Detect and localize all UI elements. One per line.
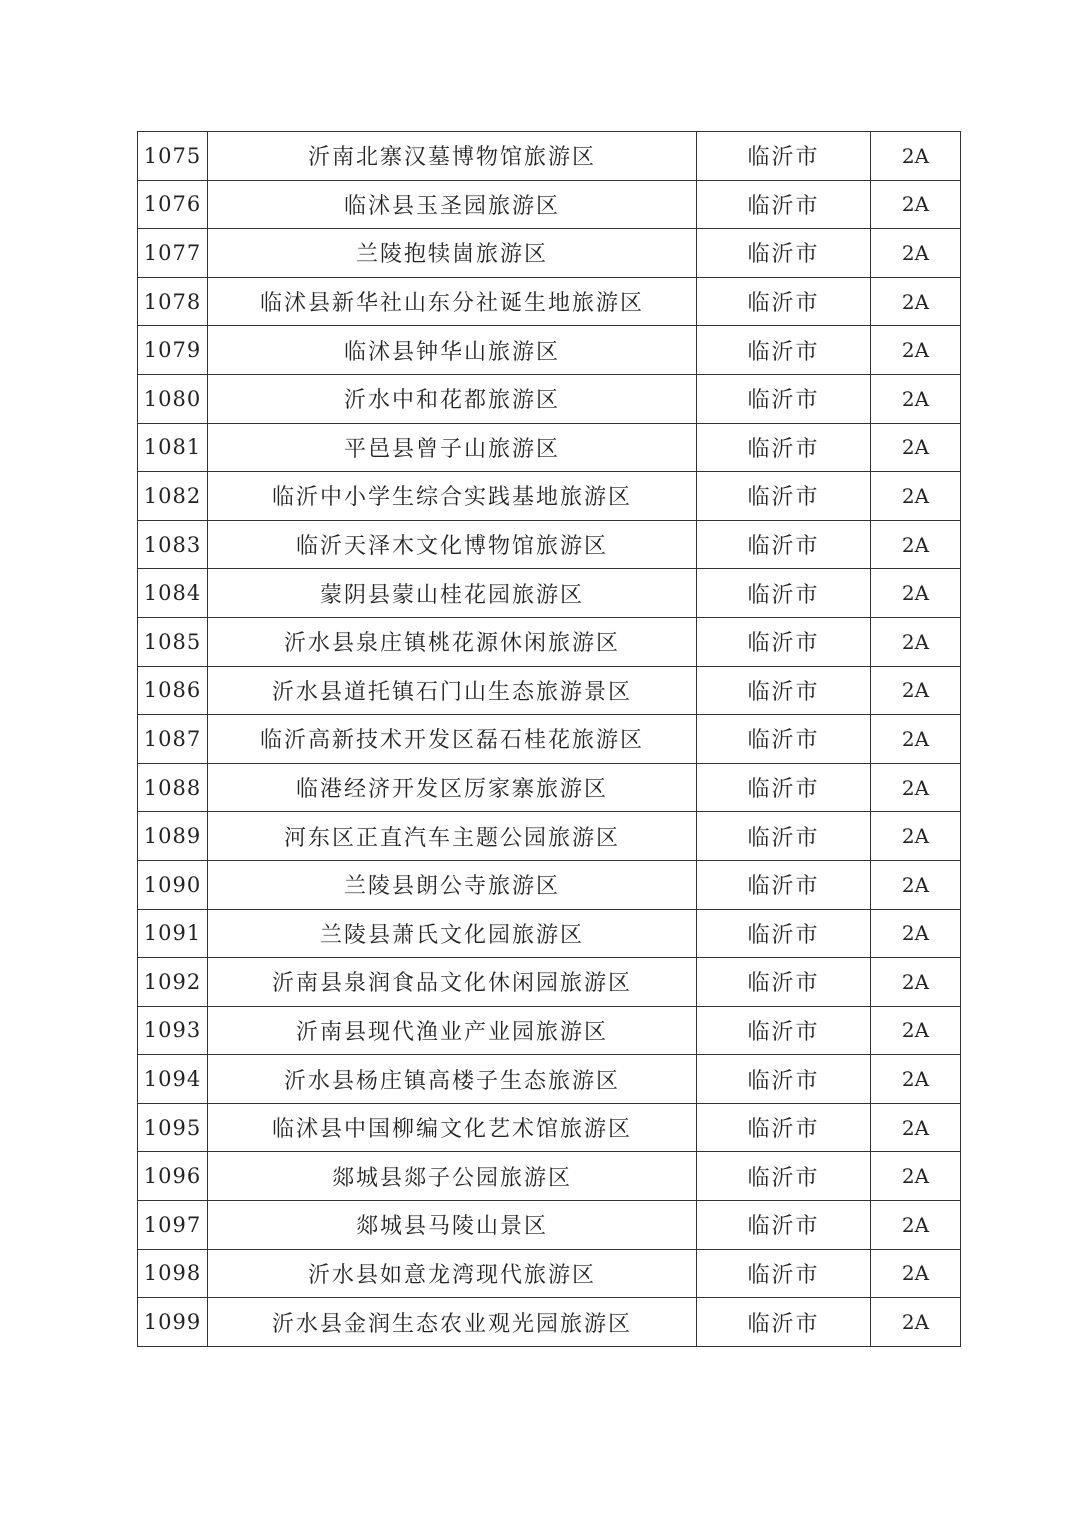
city-cell: 临沂市 — [697, 326, 871, 375]
rating-level-cell: 2A — [871, 1152, 961, 1201]
rating-level-cell: 2A — [871, 763, 961, 812]
scenic-area-name-cell: 河东区正直汽车主题公园旅游区 — [208, 812, 697, 861]
row-number-cell: 1087 — [138, 715, 208, 764]
city-cell: 临沂市 — [697, 958, 871, 1007]
scenic-area-name-cell: 沂南北寨汉墓博物馆旅游区 — [208, 132, 697, 181]
city-cell: 临沂市 — [697, 860, 871, 909]
row-number-cell: 1076 — [138, 180, 208, 229]
rating-level-cell: 2A — [871, 520, 961, 569]
row-number-cell: 1089 — [138, 812, 208, 861]
row-number-cell: 1082 — [138, 472, 208, 521]
city-cell: 临沂市 — [697, 617, 871, 666]
city-cell: 临沂市 — [697, 1298, 871, 1347]
row-number-cell: 1084 — [138, 569, 208, 618]
rating-level-cell: 2A — [871, 1298, 961, 1347]
table-row — [138, 1103, 961, 1152]
table-row — [138, 1201, 961, 1250]
table-body — [138, 132, 961, 1347]
row-number-cell: 1090 — [138, 860, 208, 909]
rating-level-cell: 2A — [871, 277, 961, 326]
city-cell: 临沂市 — [697, 277, 871, 326]
rating-level-cell: 2A — [871, 860, 961, 909]
city-cell: 临沂市 — [697, 520, 871, 569]
scenic-area-name-cell: 沂南县泉润食品文化休闲园旅游区 — [208, 958, 697, 1007]
rating-level-cell: 2A — [871, 1201, 961, 1250]
city-cell: 临沂市 — [697, 569, 871, 618]
rating-level-cell: 2A — [871, 1103, 961, 1152]
scenic-area-name-cell: 沂水县金润生态农业观光园旅游区 — [208, 1298, 697, 1347]
row-number-cell: 1099 — [138, 1298, 208, 1347]
table-row — [138, 326, 961, 375]
table-row — [138, 1006, 961, 1055]
scenic-area-name-cell: 平邑县曾子山旅游区 — [208, 423, 697, 472]
row-number-cell: 1077 — [138, 229, 208, 278]
table-row — [138, 132, 961, 181]
scenic-area-name-cell: 临沂高新技术开发区磊石桂花旅游区 — [208, 715, 697, 764]
rating-level-cell: 2A — [871, 326, 961, 375]
row-number-cell: 1095 — [138, 1103, 208, 1152]
scenic-area-name-cell: 临沂中小学生综合实践基地旅游区 — [208, 472, 697, 521]
city-cell: 临沂市 — [697, 1055, 871, 1104]
table-row — [138, 666, 961, 715]
row-number-cell: 1081 — [138, 423, 208, 472]
city-cell: 临沂市 — [697, 715, 871, 764]
city-cell: 临沂市 — [697, 180, 871, 229]
city-cell: 临沂市 — [697, 472, 871, 521]
table-row — [138, 1298, 961, 1347]
scenic-area-name-cell: 兰陵县朗公寺旅游区 — [208, 860, 697, 909]
scenic-area-name-cell: 临沭县中国柳编文化艺术馆旅游区 — [208, 1103, 697, 1152]
scenic-area-name-cell: 沂水县泉庄镇桃花源休闲旅游区 — [208, 617, 697, 666]
row-number-cell: 1075 — [138, 132, 208, 181]
rating-level-cell: 2A — [871, 132, 961, 181]
city-cell: 临沂市 — [697, 229, 871, 278]
scenic-area-name-cell: 临港经济开发区厉家寨旅游区 — [208, 763, 697, 812]
table-row — [138, 423, 961, 472]
scenic-area-name-cell: 沂水县杨庄镇高楼子生态旅游区 — [208, 1055, 697, 1104]
city-cell: 临沂市 — [697, 1249, 871, 1298]
scenic-area-name-cell: 临沭县钟华山旅游区 — [208, 326, 697, 375]
city-cell: 临沂市 — [697, 1152, 871, 1201]
scenic-area-name-cell: 兰陵抱犊崮旅游区 — [208, 229, 697, 278]
scenic-area-name-cell: 沂水县如意龙湾现代旅游区 — [208, 1249, 697, 1298]
scenic-area-name-cell: 兰陵县萧氏文化园旅游区 — [208, 909, 697, 958]
row-number-cell: 1088 — [138, 763, 208, 812]
rating-level-cell: 2A — [871, 229, 961, 278]
rating-level-cell: 2A — [871, 472, 961, 521]
table-row — [138, 1249, 961, 1298]
table-row — [138, 229, 961, 278]
row-number-cell: 1093 — [138, 1006, 208, 1055]
scenic-area-name-cell: 临沭县玉圣园旅游区 — [208, 180, 697, 229]
city-cell: 临沂市 — [697, 909, 871, 958]
row-number-cell: 1097 — [138, 1201, 208, 1250]
table-row — [138, 472, 961, 521]
row-number-cell: 1096 — [138, 1152, 208, 1201]
rating-level-cell: 2A — [871, 1249, 961, 1298]
table-row — [138, 617, 961, 666]
rating-level-cell: 2A — [871, 1006, 961, 1055]
row-number-cell: 1086 — [138, 666, 208, 715]
table-row — [138, 374, 961, 423]
city-cell: 临沂市 — [697, 812, 871, 861]
table-row — [138, 1055, 961, 1104]
rating-level-cell: 2A — [871, 569, 961, 618]
city-cell: 临沂市 — [697, 666, 871, 715]
row-number-cell: 1080 — [138, 374, 208, 423]
city-cell: 临沂市 — [697, 132, 871, 181]
table-row — [138, 715, 961, 764]
scenic-area-name-cell: 沂水县道托镇石门山生态旅游景区 — [208, 666, 697, 715]
table-row — [138, 812, 961, 861]
scenic-area-name-cell: 临沂天泽木文化博物馆旅游区 — [208, 520, 697, 569]
scenic-area-name-cell: 蒙阴县蒙山桂花园旅游区 — [208, 569, 697, 618]
row-number-cell: 1085 — [138, 617, 208, 666]
scenic-area-name-cell: 郯城县郯子公园旅游区 — [208, 1152, 697, 1201]
scenic-area-name-cell: 临沭县新华社山东分社诞生地旅游区 — [208, 277, 697, 326]
row-number-cell: 1094 — [138, 1055, 208, 1104]
table-row — [138, 958, 961, 1007]
scenic-area-name-cell: 沂水中和花都旅游区 — [208, 374, 697, 423]
table-row — [138, 569, 961, 618]
rating-level-cell: 2A — [871, 423, 961, 472]
city-cell: 临沂市 — [697, 1103, 871, 1152]
rating-level-cell: 2A — [871, 374, 961, 423]
row-number-cell: 1083 — [138, 520, 208, 569]
row-number-cell: 1079 — [138, 326, 208, 375]
row-number-cell: 1078 — [138, 277, 208, 326]
row-number-cell: 1092 — [138, 958, 208, 1007]
table-row — [138, 520, 961, 569]
city-cell: 临沂市 — [697, 423, 871, 472]
row-number-cell: 1091 — [138, 909, 208, 958]
scenic-area-name-cell: 沂南县现代渔业产业园旅游区 — [208, 1006, 697, 1055]
rating-level-cell: 2A — [871, 958, 961, 1007]
rating-level-cell: 2A — [871, 715, 961, 764]
table-row — [138, 180, 961, 229]
scenic-area-name-cell: 郯城县马陵山景区 — [208, 1201, 697, 1250]
table-row — [138, 860, 961, 909]
rating-level-cell: 2A — [871, 666, 961, 715]
table-row — [138, 1152, 961, 1201]
rating-level-cell: 2A — [871, 1055, 961, 1104]
city-cell: 临沂市 — [697, 1201, 871, 1250]
city-cell: 临沂市 — [697, 374, 871, 423]
scenic-area-table — [137, 131, 961, 1347]
city-cell: 临沂市 — [697, 763, 871, 812]
rating-level-cell: 2A — [871, 909, 961, 958]
city-cell: 临沂市 — [697, 1006, 871, 1055]
rating-level-cell: 2A — [871, 812, 961, 861]
table-row — [138, 277, 961, 326]
row-number-cell: 1098 — [138, 1249, 208, 1298]
rating-level-cell: 2A — [871, 617, 961, 666]
rating-level-cell: 2A — [871, 180, 961, 229]
table-row — [138, 909, 961, 958]
table-row — [138, 763, 961, 812]
